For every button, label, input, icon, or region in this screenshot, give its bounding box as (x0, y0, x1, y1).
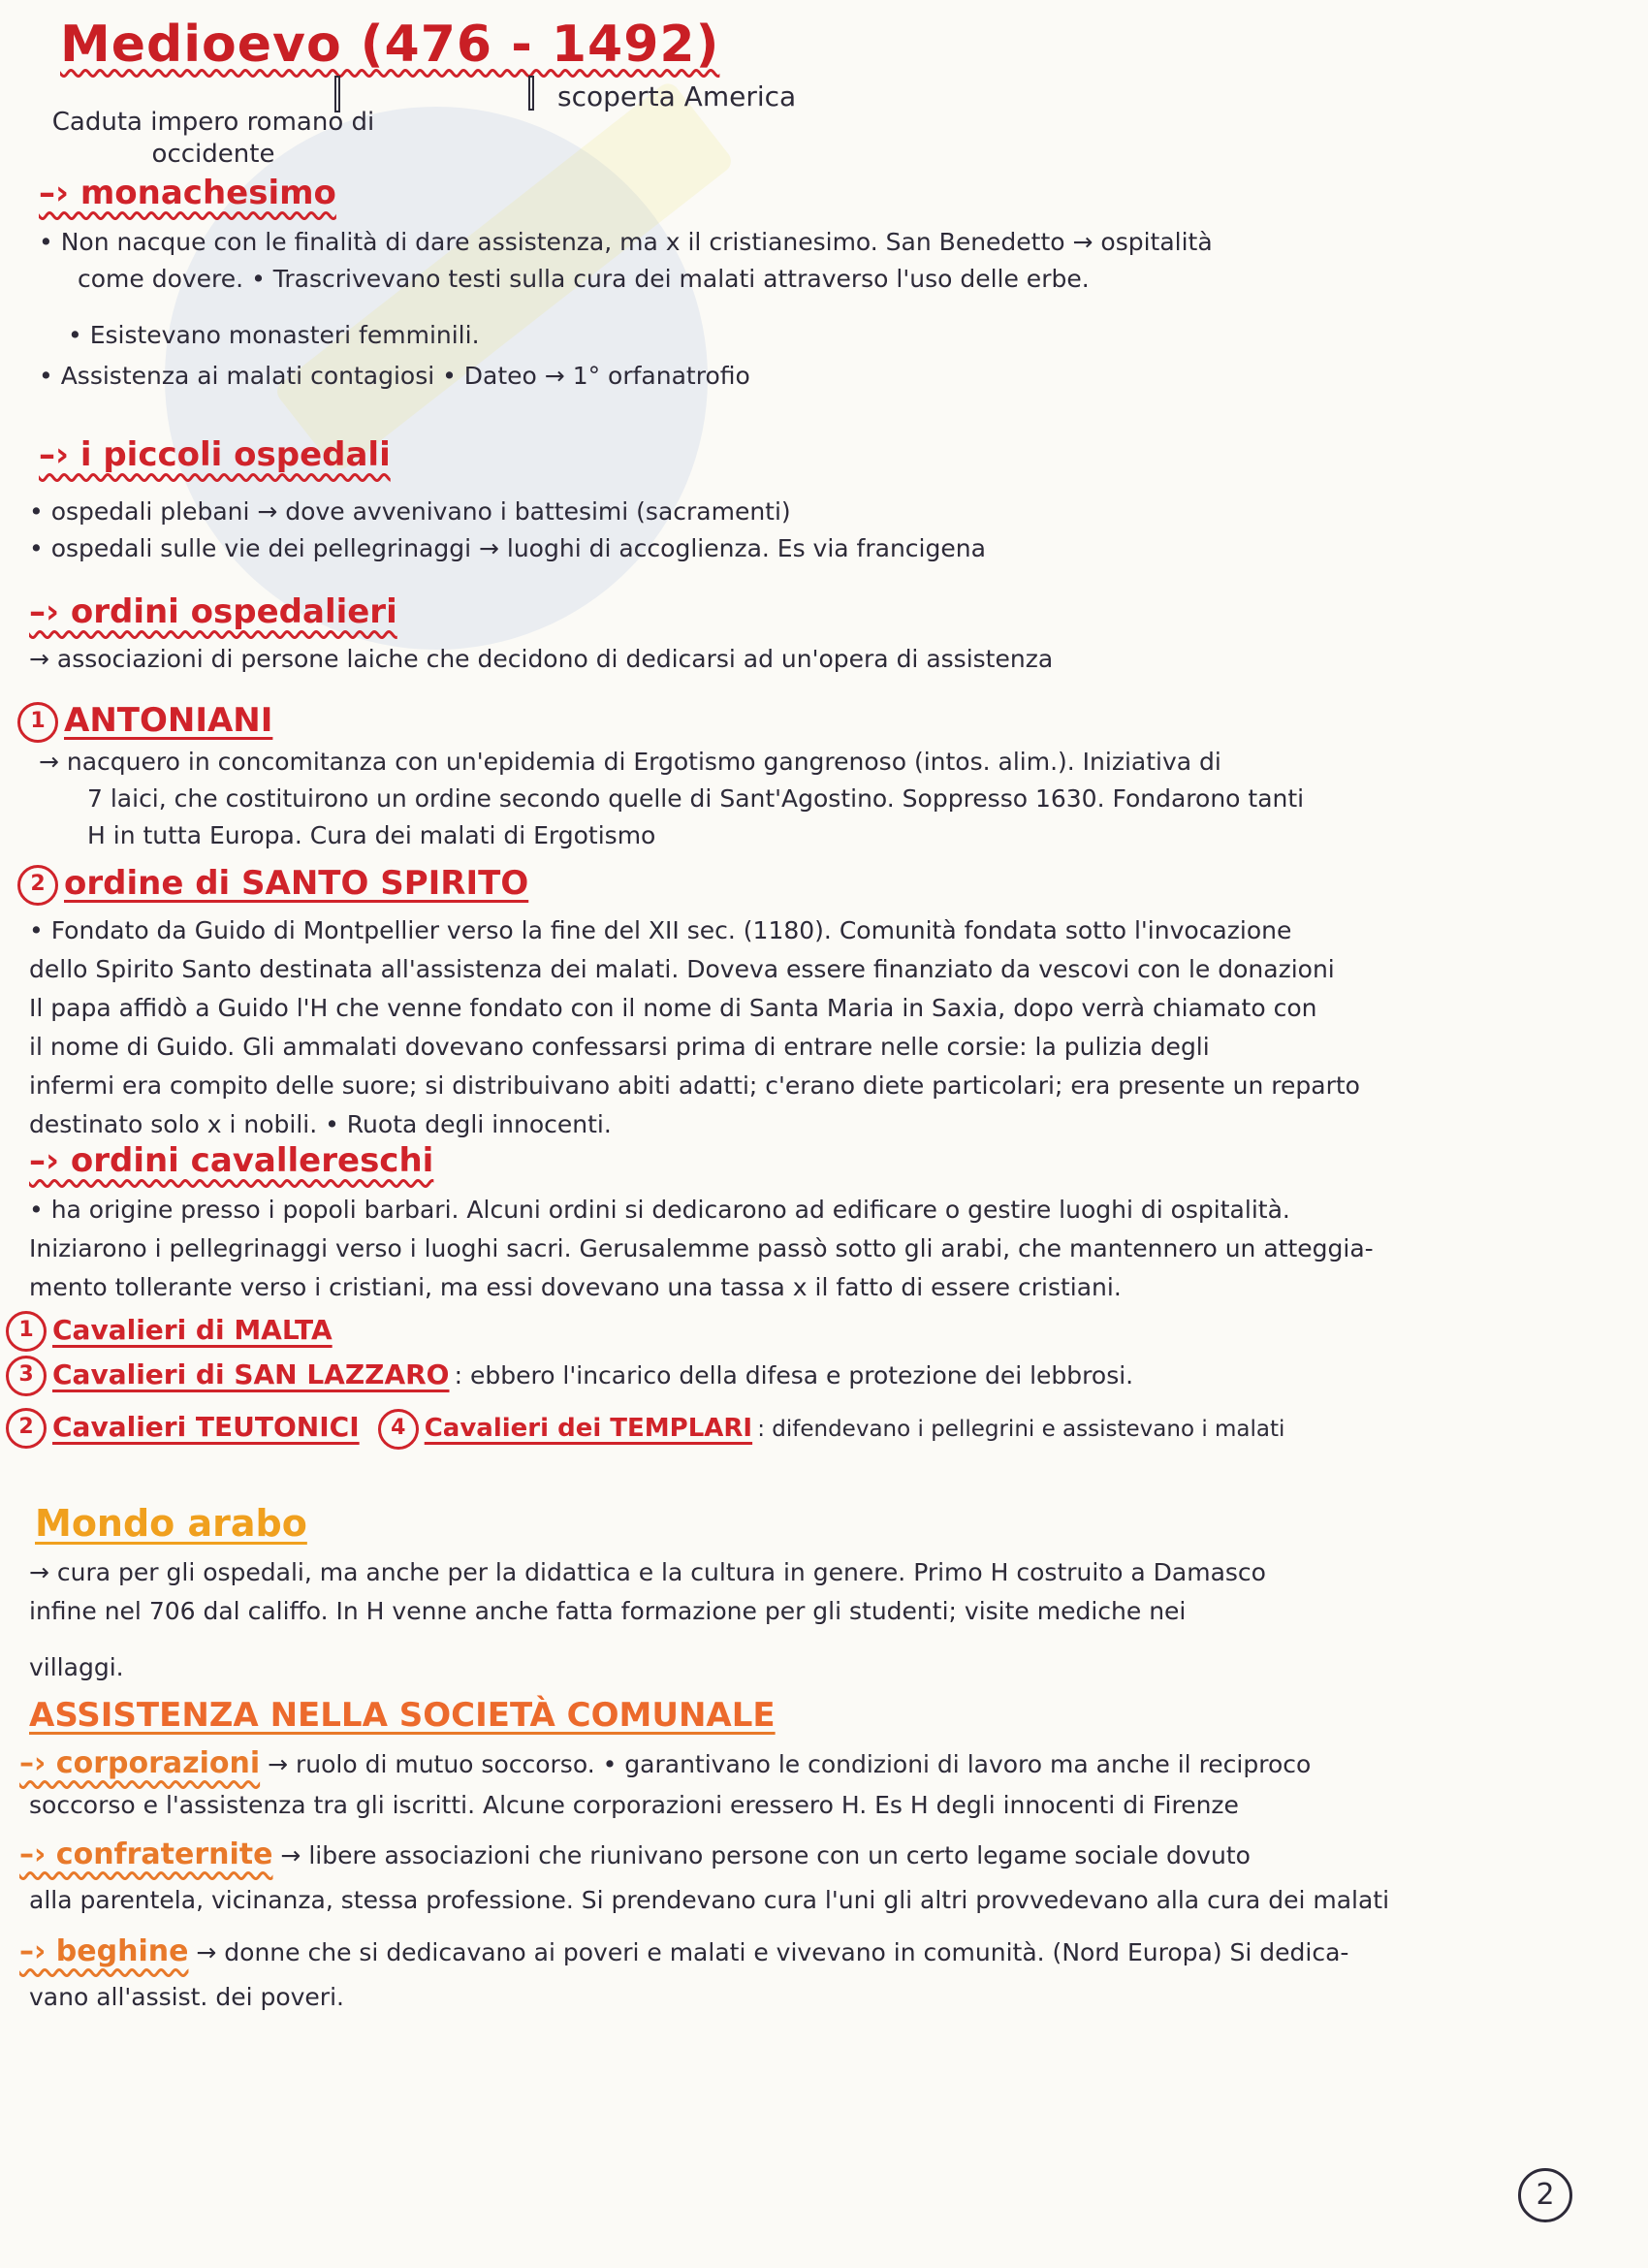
ordini-ospedalieri-line: → associazioni di persone laiche che decidono di dedicarsi ad un'opera di assistenza (29, 645, 1054, 673)
knight-malta (6, 1311, 333, 1352)
antoniani-line: H in tutta Europa. Cura dei malati di Ergotismo (87, 821, 656, 849)
cavallereschi-line: Iniziarono i pellegrinaggi verso i luoghi sacri. Gerusalemme passò sotto gli arabi, che mantennero un atteggia- (29, 1234, 1374, 1262)
heading-piccoli-ospedali: –› i piccoli ospedali (39, 435, 391, 474)
societa-line: soccorso e l'assistenza tra gli iscritti. Alcune corporazioni eressero H. Es H degli innocenti di Firenze (29, 1791, 1239, 1819)
heading-mondo-arabo: Mondo arabo (35, 1502, 307, 1545)
mondo-arabo-line: villaggi. (29, 1653, 124, 1681)
title-note-right: scoperta America (557, 80, 797, 112)
knight-name: Cavalieri TEUTONICI (52, 1411, 360, 1443)
number-badge: 4 (378, 1409, 419, 1450)
number-badge: 1 (17, 702, 58, 743)
mondo-arabo-line: infine nel 706 dal califfo. In H venne anche fatta formazione per gli studenti; visite mediche nei (29, 1597, 1187, 1625)
item-text: → donne che si dedicavano ai poveri e malati e vivevano in comunità. (Nord Europa) Si dedica- (196, 1938, 1349, 1966)
antoniani-line: 7 laici, che costituirono un ordine secondo quelle di Sant'Agostino. Soppresso 1630. Fondarono tanti (87, 784, 1305, 813)
piccoli-ospedali-line: • ospedali plebani → dove avvenivano i battesimi (sacramenti) (29, 497, 791, 526)
santo-spirito-line: il nome di Guido. Gli ammalati dovevano confessarsi prima di entrare nelle corsie: la pulizia degli (29, 1033, 1210, 1061)
societa-item-corporazioni (19, 1745, 1311, 1782)
santo-spirito-line: • Fondato da Guido di Montpellier verso la fine del XII sec. (1180). Comunità fondata sotto l'invocazione (29, 916, 1292, 944)
heading-societa-comunale: ASSISTENZA NELLA SOCIETÀ COMUNALE (29, 1696, 776, 1735)
number-badge: 2 (17, 865, 58, 906)
page-title: Medioevo (476 - 1492) (60, 16, 720, 74)
term-beghine: –› beghine (19, 1934, 189, 1968)
number-badge: 1 (6, 1311, 47, 1352)
societa-item-beghine (19, 1933, 1348, 1970)
number-badge: 2 (6, 1408, 47, 1449)
heading-antoniani (17, 700, 272, 743)
santo-spirito-line: dello Spirito Santo destinata all'assistenza dei malati. Doveva essere finanziato da vescovi con le donazioni (29, 955, 1335, 983)
number-badge: 3 (6, 1356, 47, 1396)
knight-note: : difendevano i pellegrini e assistevano i malati (757, 1417, 1285, 1442)
santo-spirito-line: infermi era compito delle suore; si distribuivano abiti adatti; c'erano diete particolari; era presente un reparto (29, 1071, 1360, 1100)
item-text: → libere associazioni che riunivano persone con un certo legame sociale dovuto (280, 1841, 1251, 1869)
knight-teutonici-templari (6, 1408, 1284, 1450)
societa-line: vano all'assist. dei poveri. (29, 1983, 344, 2011)
knight-note: : ebbero l'incarico della difesa e protezione dei lebbrosi. (454, 1361, 1134, 1390)
monachesimo-line: • Assistenza ai malati contagiosi • Dateo → 1° orfanatrofio (39, 362, 750, 390)
santo-spirito-line: Il papa affidò a Guido l'H che venne fondato con il nome di Santa Maria in Saxia, dopo verrà chiamato con (29, 994, 1317, 1022)
term-corporazioni: –› corporazioni (19, 1746, 261, 1780)
knight-name: Cavalieri di SAN LAZZARO (52, 1358, 450, 1390)
item-text: → ruolo di mutuo soccorso. • garantivano le condizioni di lavoro ma anche il reciproco (268, 1750, 1312, 1778)
page-number: 2 (1518, 2168, 1572, 2222)
monachesimo-line: • Esistevano monasteri femminili. (68, 321, 480, 349)
monachesimo-line: come dovere. • Trascrivevano testi sulla cura dei malati attraverso l'uso delle erbe. (78, 265, 1090, 293)
knight-name: Cavalieri di MALTA (52, 1314, 333, 1346)
santo-spirito-title: ordine di SANTO SPIRITO (64, 864, 529, 903)
title-note-left: Caduta impero romano di occidente (51, 108, 375, 169)
term-confraternite: –› confraternite (19, 1837, 273, 1871)
mondo-arabo-line: → cura per gli ospedali, ma anche per la didattica e la cultura in genere. Primo H costruito a Damasco (29, 1558, 1266, 1586)
piccoli-ospedali-line: • ospedali sulle vie dei pellegrinaggi → luoghi di accoglienza. Es via francigena (29, 534, 986, 562)
knight-name: Cavalieri dei TEMPLARI (424, 1414, 753, 1443)
antoniani-title: ANTONIANI (64, 701, 273, 740)
heading-monachesimo: –› monachesimo (39, 174, 336, 212)
title-bracket-right (528, 76, 534, 111)
cavallereschi-line: mento tollerante verso i cristiani, ma essi dovevano una tassa x il fatto di essere cristiani. (29, 1273, 1122, 1301)
santo-spirito-line: destinato solo x i nobili. • Ruota degli innocenti. (29, 1110, 612, 1138)
knight-san-lazzaro (6, 1356, 1133, 1396)
societa-item-confraternite (19, 1837, 1251, 1873)
societa-line: alla parentela, vicinanza, stessa professione. Si prendevano cura l'uni gli altri provvedevano alla cura dei malati (29, 1886, 1390, 1914)
heading-ordini-ospedalieri: –› ordini ospedalieri (29, 592, 397, 631)
cavallereschi-line: • ha origine presso i popoli barbari. Alcuni ordini si dedicarono ad edificare o gestire luoghi di ospitalità. (29, 1196, 1290, 1224)
heading-ordini-cavallereschi: –› ordini cavallereschi (29, 1141, 434, 1180)
monachesimo-line: • Non nacque con le finalità di dare assistenza, ma x il cristianesimo. San Benedetto → ospitalità (39, 228, 1213, 256)
antoniani-line: → nacquero in concomitanza con un'epidemia di Ergotismo gangrenoso (intos. alim.). Iniziativa di (39, 748, 1221, 776)
heading-santo-spirito (17, 863, 528, 906)
